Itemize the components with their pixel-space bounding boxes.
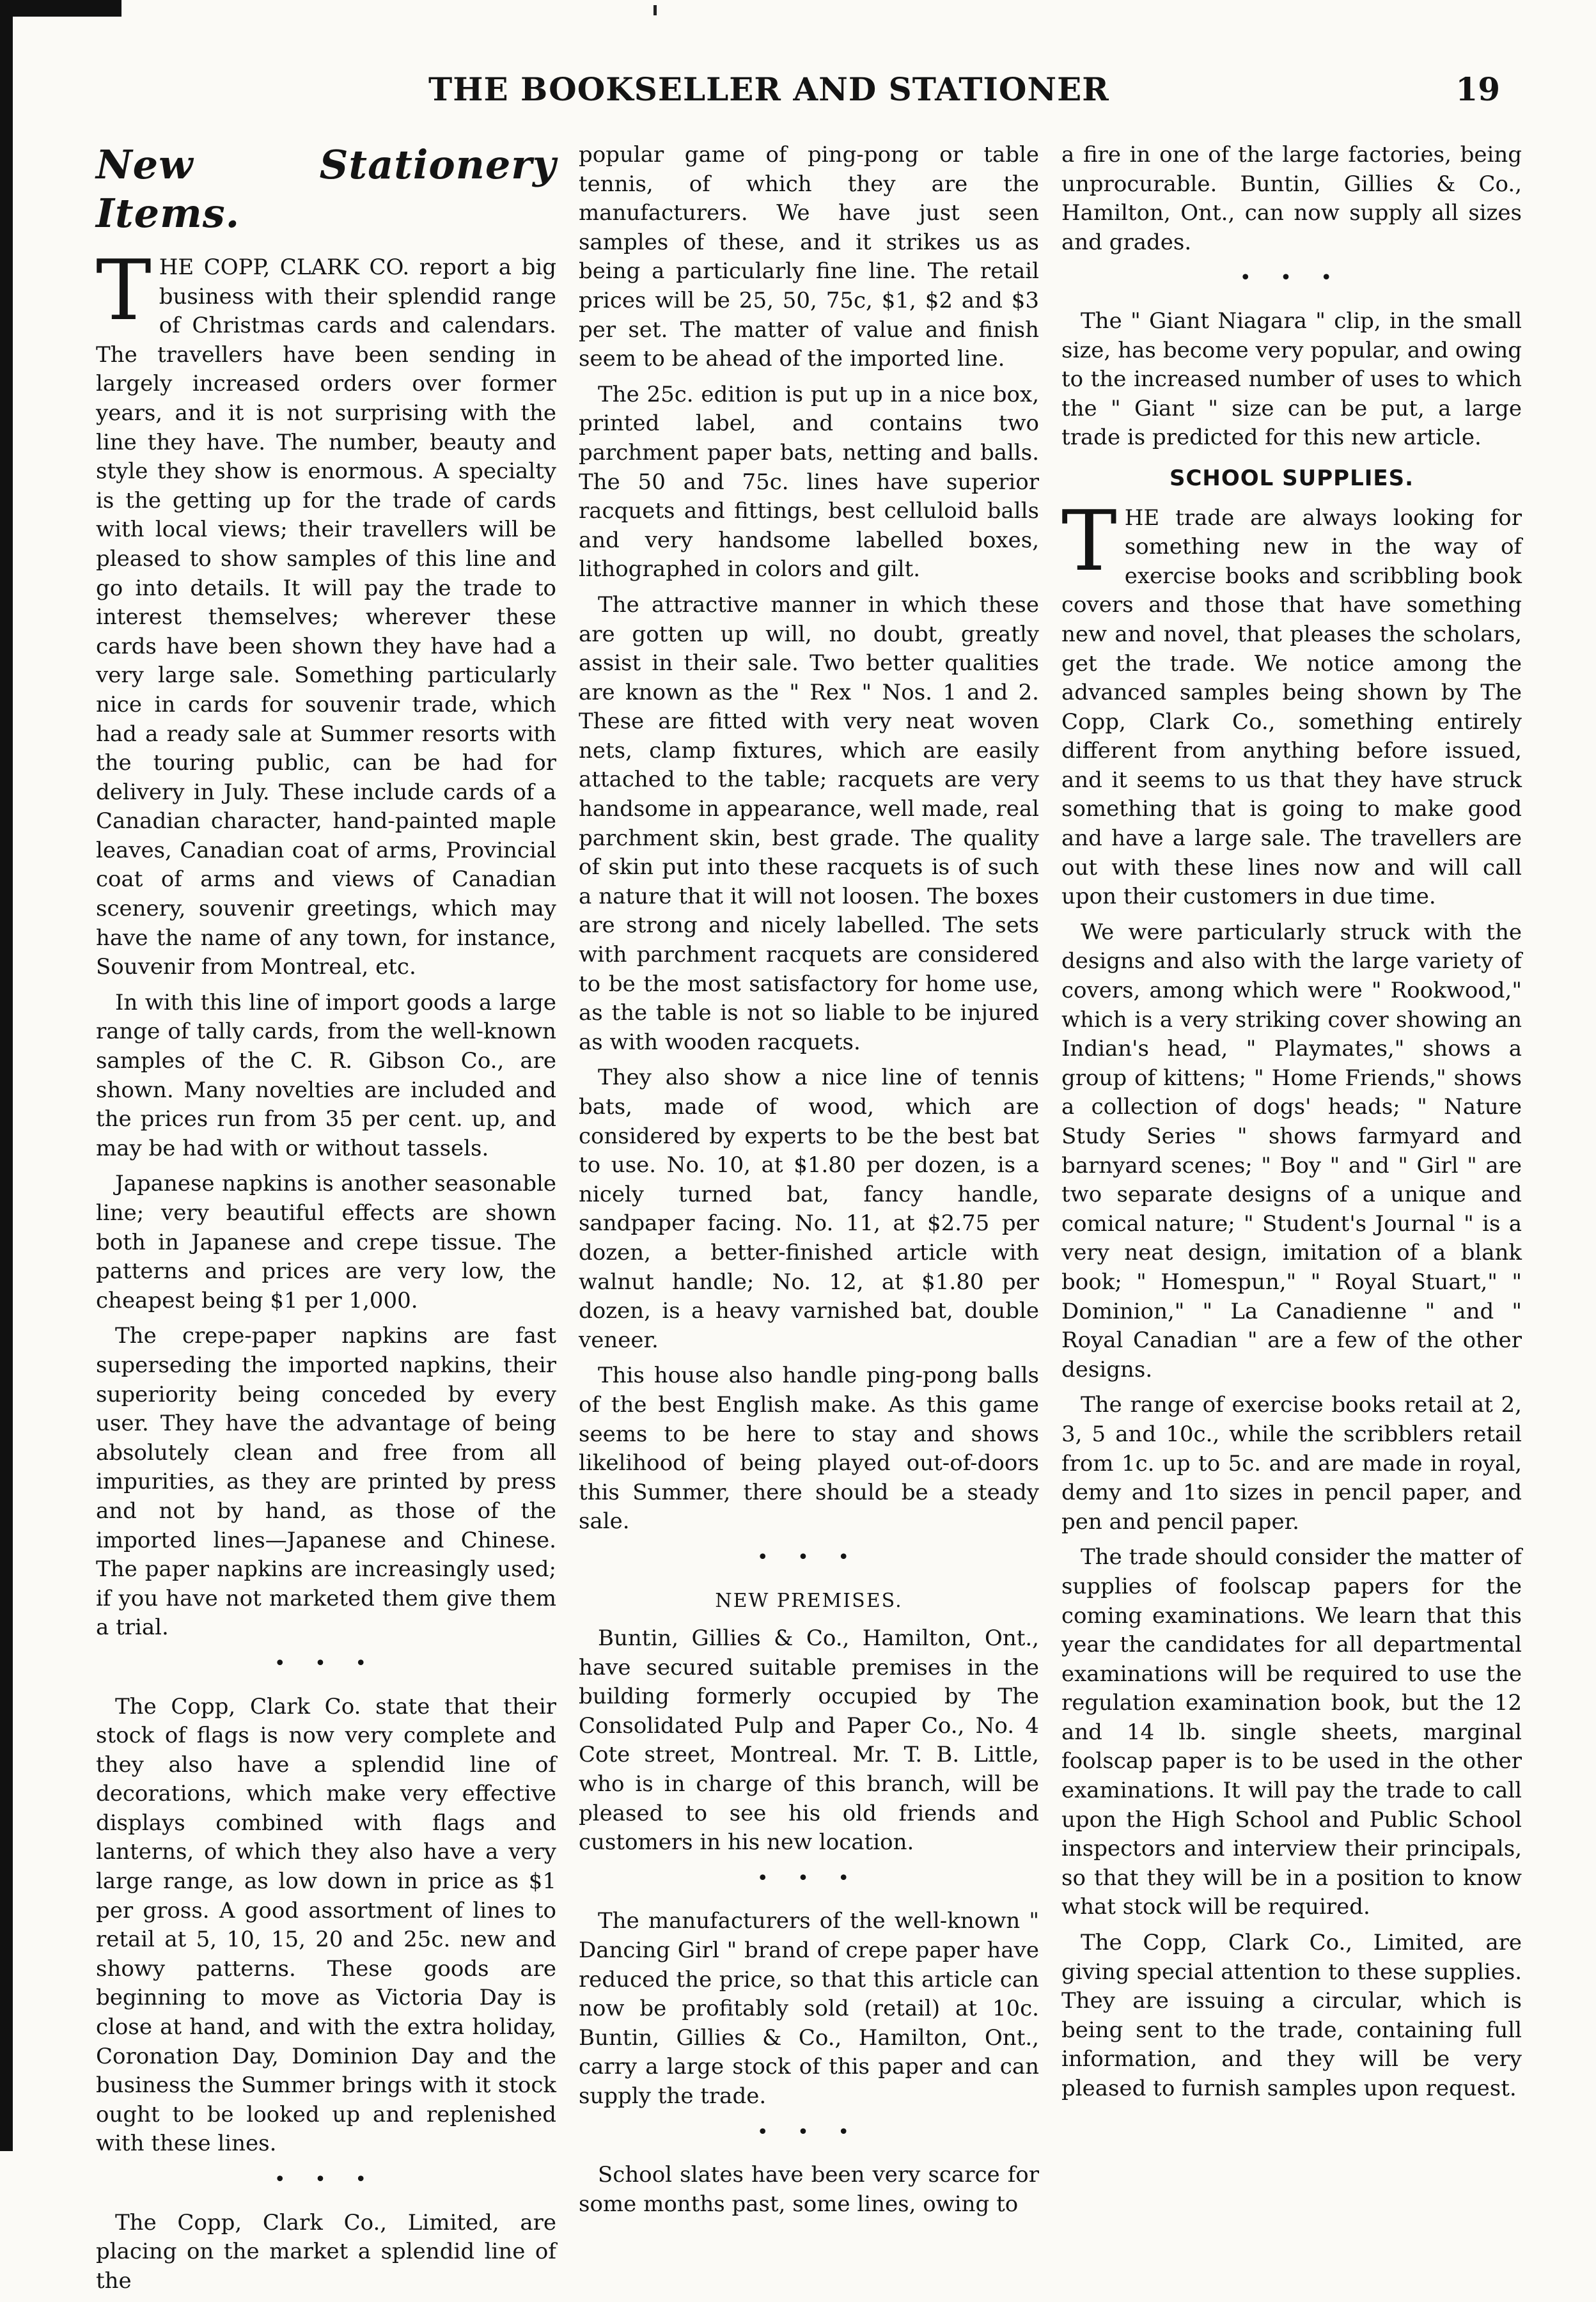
column-1 [96,141,556,2302]
separator: • • • [756,1867,861,1890]
paragraph: The " Giant Niagara " clip, in the small size, has become very popular, and owing to the increased number of uses to which the " Giant " size can be put, a large trade is predicted for this new article. [1061,308,1522,451]
running-header [0,70,1596,121]
section-title: New Stationery Items. [96,141,556,237]
drop-cap: T [96,242,152,339]
scan-mark [653,5,657,15]
separator: • • • [1239,267,1344,290]
separator: • • • [274,2168,379,2191]
paragraph: The crepe-paper napkins are fast superseding the imported napkins, their superiority being conceded by every user. They have the advantage of being absolutely clean and free from all impurities, as they are printed by press and not by hand, as those of the imported lines—Japanese and Chinese. The paper napkins are increasingly used; if you have not marketed them give them a trial. [96,1323,556,1641]
page-number: 19 [1455,70,1500,108]
paragraph-text: HE trade are always looking for something new in the way of exercise books and scribbling book covers and those that have something new and novel, that pleases the scholars, get the trade. We notice among the advanced samples being shown by The Copp, Clark Co., something entirely different from anything before issued, and it seems to us that they have struck something that is going to make good and have a large sale. The travellers are out with these lines now and will call upon their customers in due time. [1061,505,1522,910]
paragraph: popular game of ping-pong or table tennis, of which they are the manufacturers. We have just seen samples of these, and it strikes us as being a particularly fine line. The retail prices will be 25, 50, 75c, $1, $2 and $3 per set. The matter of value and finish seem to be ahead of the imported line. [579,142,1039,372]
paragraph: In with this line of import goods a large range of tally cards, from the well-known samples of the C. R. Gibson Co., are shown. Many novelties are included and the prices run from 35 per cent. up, and may be had with or without tassels. [96,989,556,1161]
paragraph: Japanese napkins is another seasonable line; very beautiful effects are shown both in Japanese and crepe tissue. The patterns and prices are very low, the cheapest being $1 per 1,000. [96,1171,556,1313]
subhead-new-premises: NEW PREMISES. [715,1589,903,1612]
paragraph: We were particularly struck with the designs and also with the large variety of covers, among which were " Rookwood," which is a very striking cover showing an Indian's head, " Playmates," shows a group of kittens; " Home Friends," shows a collection of dogs' heads; " Nature Study Series " shows farmyard and barnyard scenes; " Boy " and " Girl " are two separate designs of a unique and comical nature; " Student's Journal " is a very neat design, imitation of a blank book; " Homespun," " Royal Stuart," " Dominion," " La Canadienne " and " Royal Canadian " are a few of the other designs. [1061,919,1522,1382]
paragraph: The trade should consider the matter of supplies of foolscap papers for the coming examinations. We learn that this year the candidates for all departmental examinations will be required to use the regulation examination book, but the 12 and 14 lb. single sheets, marginal foolscap paper is to be used in the other examinations. It will pay the trade to call upon the High School and Public School inspectors and interview their principals, so that they will be in a position to know what stock will be required. [1061,1544,1522,1920]
scan-edge [0,0,13,2151]
separator: • • • [756,2120,861,2143]
column-2 [579,141,1039,2225]
paragraph: Buntin, Gillies & Co., Hamilton, Ont., have secured suitable premises in the building formerly occupied by The Consolidated Pulp and Paper Co., No. 4 Cote street, Montreal. Mr. T. B. Little, who is in charge of this branch, will be pleased to see his old friends and customers in his new location. [579,1625,1039,1856]
paragraph [96,242,556,982]
column-3 [1061,141,1522,2110]
paragraph: They also show a nice line of tennis bats, made of wood, which are considered by experts to be the best bat to use. No. 10, at $1.80 per dozen, is a nicely turned bat, fancy handle, sandpaper facing. No. 11, at $2.75 per dozen, a better-finished article with walnut handle; No. 12, at $1.80 per dozen, is a heavy varnished bat, double veneer. [579,1065,1039,1353]
paragraph: a fire in one of the large factories, being unprocurable. Buntin, Gillies & Co., Hamilton, Ont., can now supply all sizes and grades. [1061,142,1522,255]
paragraph: School slates have been very scarce for some months past, some lines, owing to [579,2162,1039,2217]
paragraph-text: HE COPP, CLARK CO. report a big business with their splendid range of Christmas cards and calendars. The travellers have been sending in largely increased orders over former years, and it is not surprising with the line they have. The number, beauty and style they show is enormous. A specialty is the getting up for the trade of cards with local views; their travellers will be pleased to show samples of this line and go into details. It will pay the trade to interest themselves; wherever these cards have been shown they have had a very large sale. Something particularly nice in cards for souvenir trade, which had a ready sale at Summer resorts with the touring public, can be had for delivery in July. These include cards of a Canadian character, hand-painted maple leaves, Canadian coat of arms, Provincial coat of arms and views of Canadian scenery, souvenir greetings, which may have the name of any town, for instance, Souvenir from Montreal, etc. [96,254,556,980]
paragraph: The 25c. edition is put up in a nice box, printed label, and contains two parchment paper bats, netting and balls. The 50 and 75c. lines have superior racquets and fittings, best celluloid balls and very handsome labelled boxes, lithographed in colors and gilt. [579,381,1039,583]
paragraph: The attractive manner in which these are gotten up will, no doubt, greatly assist in their sale. Two better qualities are known as the " Rex " Nos. 1 and 2. These are fitted with very neat woven nets, clamp fixtures, which are easily attached to the table; racquets are very handsome in appearance, well made, real parchment skin, best grade. The quality of skin put into these racquets is of such a nature that it will not loosen. The boxes are strong and nicely labelled. The sets with parchment racquets are considered to be the most satisfactory for home use, as the table is not so liable to be injured as with wooden racquets. [579,591,1039,1055]
paragraph: The Copp, Clark Co. state that their stock of flags is now very complete and they also have a splendid line of decorations, which make very effective displays combined with flags and lanterns, of which they also have a very large range, as low down in price as $1 per gross. A good assortment of lines to retail at 5, 10, 15, 20 and 25c. new and showy patterns. These goods are beginning to move as Victoria Day is close at hand, and with the extra holiday, Coronation Day, Dominion Day and the business the Summer brings with it stock ought to be looked up and replenished with these lines. [96,1693,556,2157]
drop-cap: T [1061,492,1117,590]
separator: • • • [274,1652,379,1675]
paragraph [1061,492,1522,912]
subhead-school-supplies: SCHOOL SUPPLIES. [1169,465,1414,491]
scan-edge-top [0,0,121,17]
separator: • • • [756,1546,861,1569]
paragraph: The Copp, Clark Co., Limited, are giving special attention to these supplies. They are issuing a circular, which is being sent to the trade, containing full information, and they will be very pleased to furnish samples upon request. [1061,1930,1522,2101]
paragraph: This house also handle ping-pong balls of the best English make. As this game seems to be here to stay and shows likelihood of being played out-of-doors this Summer, there should be a steady sale. [579,1363,1039,1535]
paragraph: The range of exercise books retail at 2, 3, 5 and 10c., while the scribblers retail from 1c. up to 5c. and are made in royal, demy and 1to sizes in pencil paper, and pen and pencil paper. [1061,1392,1522,1535]
journal-title: THE BOOKSELLER AND STATIONER [428,70,1109,108]
paragraph: The manufacturers of the well-known " Dancing Girl " brand of crepe paper have reduced the price, so that this article can now be profitably sold (retail) at 10c. Buntin, Gillies & Co., Hamilton, Ont., carry a large stock of this paper and can supply the trade. [579,1908,1039,2109]
paragraph: The Copp, Clark Co., Limited, are placing on the market a splendid line of the [96,2209,556,2294]
